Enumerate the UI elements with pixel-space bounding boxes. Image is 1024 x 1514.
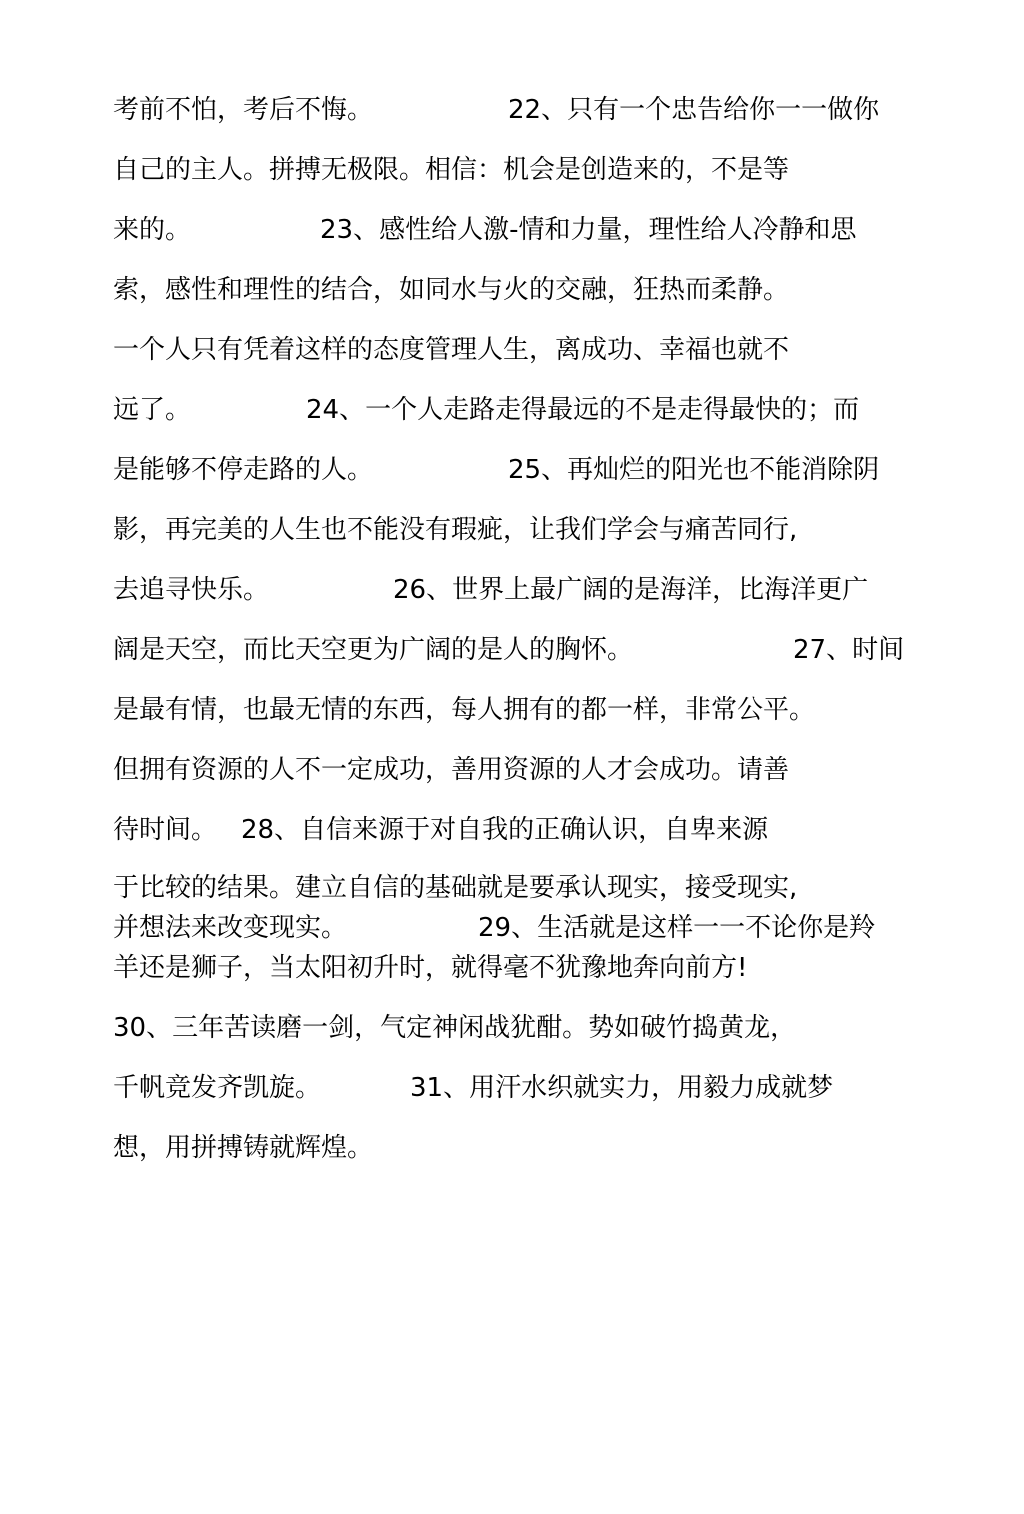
text-line: [113, 750, 913, 790]
text-segment: 来的。: [113, 215, 192, 245]
text-line: [113, 868, 913, 908]
text-segment: 待时间。: [113, 815, 218, 845]
text-line: [113, 1068, 913, 1108]
text-line: [113, 270, 913, 310]
text-line: [113, 908, 913, 948]
text-segment: 索，感性和理性的结合，如同水与火的交融，狂热而柔静。: [113, 275, 790, 305]
text-segment: 28、自信来源于对自我的正确认识，自卑来源: [241, 815, 769, 845]
text-line: [113, 948, 913, 988]
text-segment: 24、一个人走路走得最远的不是走得最快的；而: [306, 395, 860, 425]
text-segment: 是最有情，也最无情的东西，每人拥有的都一样，非常公平。: [113, 695, 816, 725]
text-segment: 27、时间: [793, 635, 905, 665]
text-line: [113, 810, 913, 850]
text-segment: 远了。: [113, 395, 192, 425]
text-line: [113, 630, 913, 670]
text-segment: 去追寻快乐。: [113, 575, 270, 605]
text-segment: 是能够不停走路的人。: [113, 455, 374, 485]
text-line: [113, 450, 913, 490]
text-segment: 想，用拼搏铸就辉煌。: [113, 1133, 374, 1163]
text-line: [113, 1008, 913, 1048]
text-segment: 30、三年苦读磨一剑，气定神闲战犹酣。势如破竹捣黄龙，: [113, 1013, 797, 1043]
text-segment: 自己的主人。拼搏无极限。相信：机会是创造来的，不是等: [113, 155, 790, 185]
text-line: [113, 150, 913, 190]
text-segment: 于比较的结果。建立自信的基础就是要承认现实，接受现实,: [113, 873, 798, 903]
text-segment: 考前不怕，考后不悔。: [113, 95, 374, 125]
text-segment: 影，再完美的人生也不能没有瑕疵，让我们学会与痛苦同行,: [113, 515, 798, 545]
text-line: [113, 690, 913, 730]
text-line: [113, 210, 913, 250]
text-line: [113, 570, 913, 610]
text-segment: 一个人只有凭着这样的态度管理人生，离成功、幸福也就不: [113, 335, 790, 365]
text-line: [113, 90, 913, 130]
text-segment: 阔是天空，而比天空更为广阔的是人的胸怀。: [113, 635, 634, 665]
text-segment: 但拥有资源的人不一定成功，善用资源的人才会成功。请善: [113, 755, 790, 785]
text-segment: 26、世界上最广阔的是海洋，比海洋更广: [393, 575, 869, 605]
text-segment: 31、用汗水织就实力，用毅力成就梦: [410, 1073, 834, 1103]
text-segment: 25、再灿烂的阳光也不能消除阴: [508, 455, 880, 485]
text-line: [113, 510, 913, 550]
text-segment: 千帆竞发齐凯旋。: [113, 1073, 322, 1103]
text-line: [113, 330, 913, 370]
text-segment: 22、只有一个忠告给你一一做你: [508, 95, 880, 125]
text-segment: 23、感性给人激-情和力量，理性给人冷静和思: [320, 215, 857, 245]
text-segment: 并想法来改变现实。: [113, 913, 348, 943]
text-line: [113, 390, 913, 430]
text-line: [113, 1128, 913, 1168]
text-segment: 羊还是狮子，当太阳初升时，就得毫不犹豫地奔向前方!: [113, 953, 748, 983]
text-segment: 29、生活就是这样一一不论你是羚: [478, 913, 876, 943]
